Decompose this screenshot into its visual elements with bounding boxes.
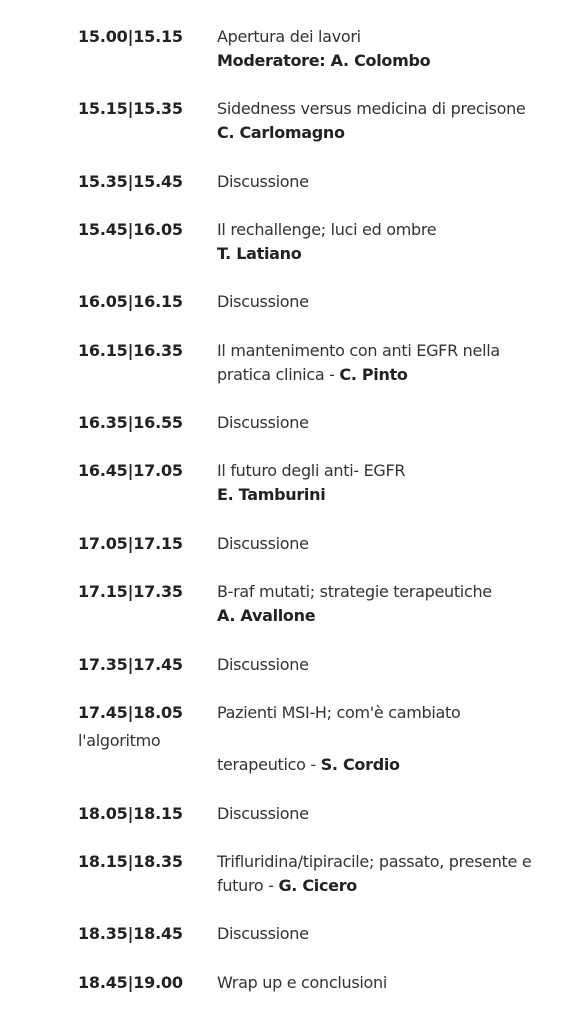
session-title-continued	[217, 753, 562, 777]
session-title-continued	[217, 363, 562, 387]
session-title: Discussione	[217, 924, 309, 943]
time-slot: 17.35|17.45	[78, 655, 183, 674]
session-content	[217, 653, 562, 677]
session-content	[217, 802, 562, 826]
session-content	[217, 753, 562, 777]
session-title-continued	[217, 874, 562, 898]
session-content	[217, 459, 562, 507]
time-slot: 16.45|17.05	[78, 461, 183, 480]
session-content	[217, 339, 562, 387]
session-speaker: S. Cordio	[320, 755, 400, 774]
session-title: Discussione	[217, 655, 309, 674]
time-slot: 17.05|17.15	[78, 534, 183, 553]
time-slot: 18.05|18.15	[78, 804, 183, 823]
session-title: Discussione	[217, 413, 309, 432]
session-content	[217, 97, 562, 145]
session-title-tail: pratica clinica -	[217, 365, 340, 384]
session-title: Il rechallenge; luci ed ombre	[217, 220, 437, 239]
session-content	[217, 532, 562, 556]
session-speaker: T. Latiano	[217, 244, 302, 263]
session-speaker: E. Tamburini	[217, 485, 326, 504]
session-content	[217, 580, 562, 628]
session-speaker: A. Avallone	[217, 606, 316, 625]
session-speaker: Moderatore: A. Colombo	[217, 51, 431, 70]
session-speaker: C. Pinto	[339, 365, 408, 384]
wrapped-title-fragment: l'algoritmo	[78, 731, 161, 750]
session-content	[217, 971, 562, 995]
session-content	[217, 290, 562, 314]
session-content	[217, 170, 562, 194]
session-title: Apertura dei lavori	[217, 27, 361, 46]
session-speaker: C. Carlomagno	[217, 123, 345, 142]
session-title: B-raf mutati; strategie terapeutiche	[217, 582, 492, 601]
session-title: Sidedness versus medicina di precisone	[217, 99, 526, 118]
time-slot: 16.05|16.15	[78, 292, 183, 311]
session-content	[217, 701, 562, 725]
time-slot: 16.35|16.55	[78, 413, 183, 432]
session-content	[217, 850, 562, 898]
time-slot: 15.45|16.05	[78, 220, 183, 239]
session-title-tail: futuro -	[217, 876, 279, 895]
session-title: Il mantenimento con anti EGFR nella	[217, 341, 500, 360]
session-title: Trifluridina/tipiracile; passato, presente e	[217, 852, 532, 871]
session-title: Discussione	[217, 804, 309, 823]
time-slot: 17.15|17.35	[78, 582, 183, 601]
session-content	[217, 411, 562, 435]
session-content	[217, 25, 562, 73]
session-content	[217, 922, 562, 946]
time-slot: 18.45|19.00	[78, 973, 183, 992]
time-slot: 16.15|16.35	[78, 341, 183, 360]
time-slot: 17.45|18.05	[78, 703, 183, 722]
session-title: Discussione	[217, 534, 309, 553]
session-title: Il futuro degli anti- EGFR	[217, 461, 406, 480]
time-slot: 15.00|15.15	[78, 27, 183, 46]
session-title-tail: terapeutico -	[217, 755, 321, 774]
session-title: Discussione	[217, 292, 309, 311]
time-slot: 18.15|18.35	[78, 852, 183, 871]
session-title: Discussione	[217, 172, 309, 191]
session-content	[217, 218, 562, 266]
session-title: Wrap up e conclusioni	[217, 973, 388, 992]
time-slot: 15.35|15.45	[78, 172, 183, 191]
time-slot: 15.15|15.35	[78, 99, 183, 118]
session-speaker: G. Cicero	[278, 876, 357, 895]
session-title: Pazienti MSI-H; com'è cambiato	[217, 703, 461, 722]
time-slot: 18.35|18.45	[78, 924, 183, 943]
